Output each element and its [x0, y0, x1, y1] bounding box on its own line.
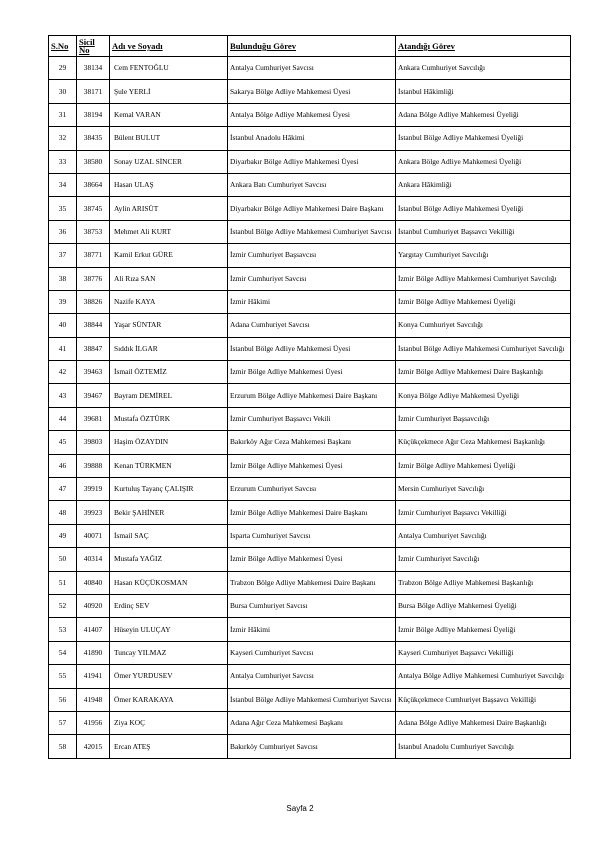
table-row [49, 711, 571, 734]
row-current-post: Kayseri Cumhuriyet Savcısı [228, 641, 396, 664]
row-current-post: İstanbul Anadolu Hâkimi [228, 127, 396, 150]
row-sicil-no: 40071 [77, 524, 110, 547]
table-row [49, 524, 571, 547]
table-row [49, 103, 571, 126]
header-sno: S.No [49, 36, 77, 57]
header-name: Adı ve Soyadı [110, 36, 228, 57]
row-current-post: Erzurum Cumhuriyet Savcısı [228, 478, 396, 501]
table-row [49, 197, 571, 220]
row-assigned-post: İstanbul Bölge Adliye Mahkemesi Üyeliği [396, 197, 571, 220]
row-sicil-no: 38844 [77, 314, 110, 337]
row-current-post: Diyarbakır Bölge Adliye Mahkemesi Üyesi [228, 150, 396, 173]
row-name: Haşim ÖZAYDIN [110, 431, 228, 454]
row-sno: 45 [49, 431, 77, 454]
row-name: Hasan ULAŞ [110, 173, 228, 196]
row-sno: 55 [49, 665, 77, 688]
row-sicil-no: 41407 [77, 618, 110, 641]
row-sicil-no: 38753 [77, 220, 110, 243]
row-name: Tuncay YILMAZ [110, 641, 228, 664]
row-assigned-post: Adana Bölge Adliye Mahkemesi Üyeliği [396, 103, 571, 126]
row-sicil-no: 38776 [77, 267, 110, 290]
row-sno: 43 [49, 384, 77, 407]
row-sicil-no: 39888 [77, 454, 110, 477]
row-sno: 47 [49, 478, 77, 501]
table-row [49, 290, 571, 313]
row-name: İsmail SAÇ [110, 524, 228, 547]
row-sicil-no: 39467 [77, 384, 110, 407]
row-sno: 51 [49, 571, 77, 594]
row-current-post: İzmir Cumhuriyet Başsavcısı [228, 244, 396, 267]
row-name: Kemal VARAN [110, 103, 228, 126]
table-row [49, 594, 571, 617]
appointment-list [48, 35, 570, 759]
table-row [49, 361, 571, 384]
row-sno: 39 [49, 290, 77, 313]
table-row [49, 57, 571, 80]
row-sno: 44 [49, 407, 77, 430]
row-assigned-post: Trabzon Bölge Adliye Mahkemesi Başkanlığı [396, 571, 571, 594]
row-assigned-post: İzmir Bölge Adliye Mahkemesi Üyeliği [396, 618, 571, 641]
row-assigned-post: İstanbul Bölge Adliye Mahkemesi Cumhuriyet Savcılığı [396, 337, 571, 360]
row-current-post: Erzurum Bölge Adliye Mahkemesi Daire Başkanı [228, 384, 396, 407]
row-current-post: İzmir Bölge Adliye Mahkemesi Daire Başkanı [228, 501, 396, 524]
header-sicil-no: Sicil No [77, 36, 110, 57]
appointments-table [48, 35, 571, 759]
row-sno: 33 [49, 150, 77, 173]
row-assigned-post: Kayseri Cumhuriyet Başsavcı Vekilliği [396, 641, 571, 664]
row-assigned-post: İzmir Bölge Adliye Mahkemesi Üyeliği [396, 290, 571, 313]
row-assigned-post: İstanbul Cumhuriyet Başsavcı Vekilliği [396, 220, 571, 243]
row-name: Sıddık İLGAR [110, 337, 228, 360]
row-current-post: Bursa Cumhuriyet Savcısı [228, 594, 396, 617]
row-current-post: Bakırköy Cumhuriyet Savcısı [228, 735, 396, 758]
row-current-post: Ankara Batı Cumhuriyet Savcısı [228, 173, 396, 196]
row-sno: 50 [49, 548, 77, 571]
row-assigned-post: İzmir Bölge Adliye Mahkemesi Daire Başkanlığı [396, 361, 571, 384]
page-number: Sayfa 2 [286, 804, 314, 813]
row-name: Mehmet Ali KURT [110, 220, 228, 243]
row-assigned-post: Antalya Cumhuriyet Savcılığı [396, 524, 571, 547]
table-row [49, 80, 571, 103]
row-sicil-no: 40314 [77, 548, 110, 571]
row-sicil-no: 39681 [77, 407, 110, 430]
row-assigned-post: Mersin Cumhuriyet Savcılığı [396, 478, 571, 501]
row-current-post: Antalya Bölge Adliye Mahkemesi Üyesi [228, 103, 396, 126]
row-name: Ömer YURDUSEV [110, 665, 228, 688]
row-assigned-post: İzmir Cumhuriyet Başsavcı Vekilliği [396, 501, 571, 524]
row-current-post: Trabzon Bölge Adliye Mahkemesi Daire Başkanı [228, 571, 396, 594]
table-row [49, 384, 571, 407]
row-assigned-post: Ankara Bölge Adliye Mahkemesi Üyeliği [396, 150, 571, 173]
row-sno: 38 [49, 267, 77, 290]
row-sno: 42 [49, 361, 77, 384]
table-row [49, 641, 571, 664]
table-row [49, 571, 571, 594]
row-sicil-no: 42015 [77, 735, 110, 758]
table-row [49, 314, 571, 337]
row-sicil-no: 38435 [77, 127, 110, 150]
header-current-post: Bulunduğu Görev [228, 36, 396, 57]
row-assigned-post: Konya Bölge Adliye Mahkemesi Üyeliği [396, 384, 571, 407]
row-name: Sonay UZAL SİNCER [110, 150, 228, 173]
row-assigned-post: Ankara Cumhuriyet Savcılığı [396, 57, 571, 80]
table-row [49, 688, 571, 711]
table-row [49, 478, 571, 501]
row-current-post: Bakırköy Ağır Ceza Mahkemesi Başkanı [228, 431, 396, 454]
table-row [49, 735, 571, 758]
row-name: Yaşar SÜNTAR [110, 314, 228, 337]
row-current-post: Adana Ağır Ceza Mahkemesi Başkanı [228, 711, 396, 734]
row-current-post: İzmir Bölge Adliye Mahkemesi Üyesi [228, 361, 396, 384]
row-assigned-post: İzmir Bölge Adliye Mahkemesi Cumhuriyet Savcılığı [396, 267, 571, 290]
row-assigned-post: Bursa Bölge Adliye Mahkemesi Üyeliği [396, 594, 571, 617]
table-row [49, 220, 571, 243]
row-current-post: Sakarya Bölge Adliye Mahkemesi Üyesi [228, 80, 396, 103]
table-row [49, 454, 571, 477]
row-assigned-post: Küçükçekmece Ağır Ceza Mahkemesi Başkanlığı [396, 431, 571, 454]
row-name: Bekir ŞAHİNER [110, 501, 228, 524]
row-current-post: İzmir Hâkimi [228, 290, 396, 313]
table-row [49, 407, 571, 430]
row-sno: 57 [49, 711, 77, 734]
row-sicil-no: 41948 [77, 688, 110, 711]
row-name: Mustafa YAĞIZ [110, 548, 228, 571]
table-row [49, 431, 571, 454]
row-sno: 36 [49, 220, 77, 243]
row-assigned-post: İzmir Cumhuriyet Savcılığı [396, 548, 571, 571]
table-row [49, 548, 571, 571]
row-name: Şule YERLİ [110, 80, 228, 103]
row-sno: 37 [49, 244, 77, 267]
row-sno: 49 [49, 524, 77, 547]
row-current-post: İstanbul Bölge Adliye Mahkemesi Üyesi [228, 337, 396, 360]
row-sicil-no: 39803 [77, 431, 110, 454]
row-assigned-post: İzmir Cumhuriyet Başsavcılığı [396, 407, 571, 430]
row-sno: 34 [49, 173, 77, 196]
row-name: Bayram DEMİREL [110, 384, 228, 407]
table-header-row [49, 36, 571, 57]
row-current-post: İzmir Cumhuriyet Başsavcı Vekili [228, 407, 396, 430]
row-current-post: İzmir Bölge Adliye Mahkemesi Üyesi [228, 454, 396, 477]
table-row [49, 501, 571, 524]
row-assigned-post: Konya Cumhuriyet Savcılığı [396, 314, 571, 337]
row-assigned-post: Yargıtay Cumhuriyet Savcılığı [396, 244, 571, 267]
row-sicil-no: 38134 [77, 57, 110, 80]
row-sicil-no: 39919 [77, 478, 110, 501]
row-assigned-post: Küçükçekmece Cumhuriyet Başsavcı Vekilliği [396, 688, 571, 711]
row-assigned-post: Adana Bölge Adliye Mahkemesi Daire Başkanlığı [396, 711, 571, 734]
row-sicil-no: 38826 [77, 290, 110, 313]
row-sicil-no: 39923 [77, 501, 110, 524]
row-name: Cem FENTOĞLU [110, 57, 228, 80]
header-assigned-post: Atandığı Görev [396, 36, 571, 57]
row-current-post: İstanbul Bölge Adliye Mahkemesi Cumhuriyet Savcısı [228, 220, 396, 243]
row-name: Bülent BULUT [110, 127, 228, 150]
row-name: Nazife KAYA [110, 290, 228, 313]
row-sno: 29 [49, 57, 77, 80]
row-sno: 53 [49, 618, 77, 641]
table-body [49, 57, 571, 759]
row-current-post: İzmir Cumhuriyet Savcısı [228, 267, 396, 290]
row-sno: 48 [49, 501, 77, 524]
row-name: Kamil Erkut GÜRE [110, 244, 228, 267]
row-sicil-no: 38664 [77, 173, 110, 196]
row-sicil-no: 38194 [77, 103, 110, 126]
row-name: Kurtuluş Tayanç ÇALIŞIR [110, 478, 228, 501]
row-assigned-post: İstanbul Bölge Adliye Mahkemesi Üyeliği [396, 127, 571, 150]
row-sno: 35 [49, 197, 77, 220]
row-name: Mustafa ÖZTÜRK [110, 407, 228, 430]
row-current-post: Diyarbakır Bölge Adliye Mahkemesi Daire Başkanı [228, 197, 396, 220]
row-sno: 40 [49, 314, 77, 337]
row-sno: 30 [49, 80, 77, 103]
row-sicil-no: 38580 [77, 150, 110, 173]
table-row [49, 127, 571, 150]
row-sicil-no: 41890 [77, 641, 110, 664]
row-name: Kenan TÜRKMEN [110, 454, 228, 477]
row-sicil-no: 38171 [77, 80, 110, 103]
row-name: Hasan KÜÇÜKOSMAN [110, 571, 228, 594]
row-assigned-post: Antalya Bölge Adliye Mahkemesi Cumhuriyet Savcılığı [396, 665, 571, 688]
table-row [49, 267, 571, 290]
row-name: Erdinç SEV [110, 594, 228, 617]
row-current-post: Isparta Cumhuriyet Savcısı [228, 524, 396, 547]
row-name: Ömer KARAKAYA [110, 688, 228, 711]
row-sicil-no: 38771 [77, 244, 110, 267]
row-name: Aylin ARISÜT [110, 197, 228, 220]
row-sno: 32 [49, 127, 77, 150]
row-current-post: İstanbul Bölge Adliye Mahkemesi Cumhuriyet Savcısı [228, 688, 396, 711]
row-sicil-no: 38847 [77, 337, 110, 360]
row-current-post: Adana Cumhuriyet Savcısı [228, 314, 396, 337]
row-sicil-no: 40920 [77, 594, 110, 617]
row-sicil-no: 40840 [77, 571, 110, 594]
row-current-post: İzmir Bölge Adliye Mahkemesi Üyesi [228, 548, 396, 571]
row-sno: 54 [49, 641, 77, 664]
table-row [49, 173, 571, 196]
table-row [49, 665, 571, 688]
row-sicil-no: 38745 [77, 197, 110, 220]
row-assigned-post: İstanbul Anadolu Cumhuriyet Savcılığı [396, 735, 571, 758]
table-row [49, 244, 571, 267]
row-sno: 41 [49, 337, 77, 360]
table-row [49, 337, 571, 360]
row-assigned-post: Ankara Hâkimliği [396, 173, 571, 196]
row-current-post: Antalya Cumhuriyet Savcısı [228, 665, 396, 688]
row-assigned-post: İstanbul Hâkimliği [396, 80, 571, 103]
row-sicil-no: 39463 [77, 361, 110, 384]
table-row [49, 150, 571, 173]
row-name: Hüseyin ULUÇAY [110, 618, 228, 641]
row-name: Ali Rıza SAN [110, 267, 228, 290]
row-name: Ercan ATEŞ [110, 735, 228, 758]
row-current-post: İzmir Hâkimi [228, 618, 396, 641]
row-sno: 58 [49, 735, 77, 758]
row-sno: 56 [49, 688, 77, 711]
row-sicil-no: 41941 [77, 665, 110, 688]
row-current-post: Antalya Cumhuriyet Savcısı [228, 57, 396, 80]
row-name: İsmail ÖZTEMİZ [110, 361, 228, 384]
row-sno: 31 [49, 103, 77, 126]
row-name: Ziya KOÇ [110, 711, 228, 734]
row-sicil-no: 41956 [77, 711, 110, 734]
row-sno: 52 [49, 594, 77, 617]
row-sno: 46 [49, 454, 77, 477]
row-assigned-post: İzmir Bölge Adliye Mahkemesi Üyeliği [396, 454, 571, 477]
table-row [49, 618, 571, 641]
